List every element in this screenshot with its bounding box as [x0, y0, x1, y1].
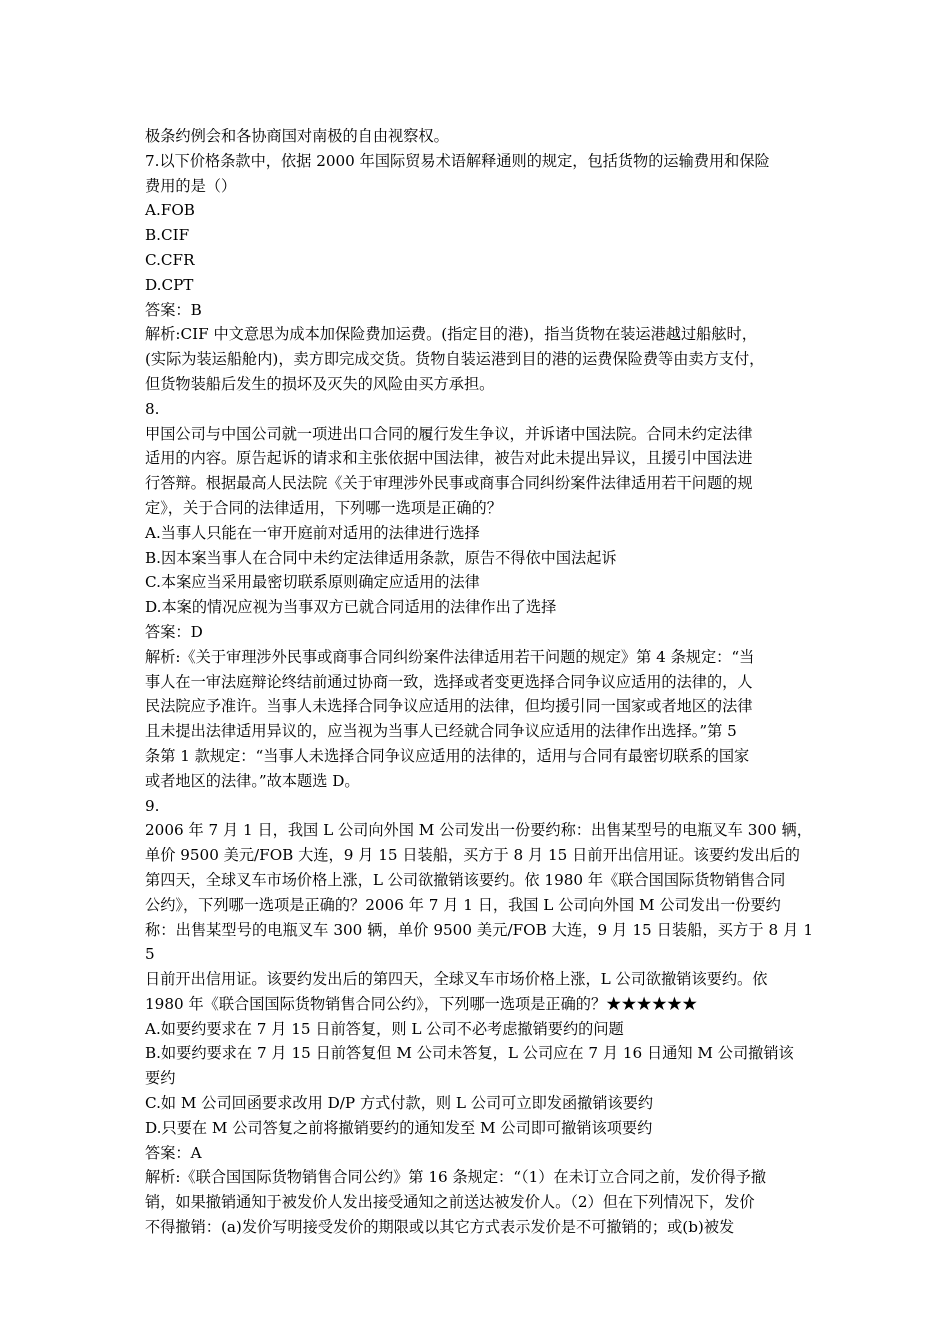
text-line: B.CIF	[145, 226, 190, 245]
text-line: 事人在一审法庭辩论终结前通过协商一致，选择或者变更选择合同争议应适用的法律的，人	[145, 672, 753, 691]
text-line: D.只要在 M 公司答复之前将撤销要约的通知发至 M 公司即可撤销该项要约	[145, 1118, 653, 1137]
text-line: 称：出售某型号的电瓶叉车 300 辆，单价 9500 美元/FOB 大连，9 月 15 日装船，买方于 8 月 15	[145, 920, 813, 964]
text-line: 销，如果撤销通知于被发价人发出接受通知之前送达被发价人。（2）但在下列情况下，发价	[145, 1193, 755, 1212]
text-line: B.如要约要求在 7 月 15 日前答复但 M 公司未答复，L 公司应在 7 月 16 日通知 M 公司撤销该	[145, 1044, 794, 1063]
text-line: 但货物装船后发生的损坏及灭失的风险由买方承担。	[145, 374, 495, 393]
text-line: 7.以下价格条款中，依据 2000 年国际贸易术语解释通则的规定，包括货物的运输费用和保险	[145, 151, 770, 170]
text-line: D.本案的情况应视为当事双方已就合同适用的法律作出了选择	[145, 598, 557, 617]
document-page	[145, 124, 813, 1240]
text-line: 答案：D	[145, 622, 203, 641]
text-line: D.CPT	[145, 275, 194, 294]
text-line: C.本案应当采用最密切联系原则确定应适用的法律	[145, 573, 480, 592]
text-line: 定》，关于合同的法律适用，下列哪一选项是正确的？	[145, 498, 502, 517]
text-line: 解析:《关于审理涉外民事或商事合同纠纷案件法律适用若干问题的规定》第 4 条规定：“当	[145, 647, 755, 666]
text-line: 条第 1 款规定：“当事人未选择合同争议应适用的法律的，适用与合同有最密切联系的国家	[145, 746, 750, 765]
text-line: 9.	[145, 796, 160, 815]
text-line: 行答辩。根据最高人民法院《关于审理涉外民事或商事合同纠纷案件法律适用若干问题的规	[145, 474, 753, 493]
text-line: 8.	[145, 399, 160, 418]
text-line: 答案：B	[145, 300, 202, 319]
text-line: 解析:CIF 中文意思为成本加保险费加运费。(指定目的港)，指当货物在装运港越过船舷时，	[145, 325, 757, 344]
text-line: 极条约例会和各协商国对南极的自由视察权。	[145, 127, 449, 145]
text-line: 答案：A	[145, 1143, 202, 1162]
text-line: (实际为装运船舱内)，卖方即完成交货。货物自装运港到目的港的运费保险费等由卖方支付，	[145, 350, 765, 369]
text-line: 日前开出信用证。该要约发出后的第四天，全球叉车市场价格上涨，L 公司欲撤销该要约。依	[145, 970, 768, 989]
text-line: 解析:《联合国国际货物销售合同公约》第 16 条规定：“（1）在未订立合同之前，发价得予撤	[145, 1168, 767, 1187]
text-line: 民法院应予准许。当事人未选择合同争议应适用的法律，但均援引同一国家或者地区的法律	[145, 697, 753, 716]
text-line: C.如 M 公司回函要求改用 D/P 方式付款，则 L 公司可立即发函撤销该要约	[145, 1094, 654, 1113]
text-line: 要约	[145, 1069, 176, 1088]
text-line: 适用的内容。原告起诉的请求和主张依据中国法律，被告对此未提出异议，且援引中国法进	[145, 449, 753, 468]
text-line: 不得撤销：(a)发价写明接受发价的期限或以其它方式表示发价是不可撤销的；或(b)被发	[145, 1218, 735, 1237]
text-line: 1980 年《联合国国际货物销售合同公约》，下列哪一选项是正确的？★★★★★★	[145, 994, 698, 1013]
text-line: A.如要约要求在 7 月 15 日前答复，则 L 公司不必考虑撤销要约的问题	[145, 1019, 624, 1038]
text-line: 第四天，全球叉车市场价格上涨，L 公司欲撤销该要约。依 1980 年《联合国国际货物销售合同	[145, 870, 786, 889]
text-line: 2006 年 7 月 1 日，我国 L 公司向外国 M 公司发出一份要约称：出售某型号的电瓶叉车 300 辆，	[145, 821, 812, 840]
text-line: 甲国公司与中国公司就一项进出口合同的履行发生争议，并诉诸中国法院。合同未约定法律	[145, 424, 753, 443]
text-line: 且未提出法律适用异议的，应当视为当事人已经就合同争议应适用的法律作出选择。”第 5	[145, 722, 737, 741]
text-line: B.因本案当事人在合同中未约定法律适用条款，原告不得依中国法起诉	[145, 548, 617, 567]
text-line: A.FOB	[145, 201, 195, 220]
text-line: 公约》，下列哪一选项是正确的？2006 年 7 月 1 日，我国 L 公司向外国 M 公司发出一份要约	[145, 895, 781, 914]
text-line: C.CFR	[145, 250, 195, 269]
text-line: A.当事人只能在一审开庭前对适用的法律进行选择	[145, 523, 480, 542]
text-line: 或者地区的法律。”故本题选 D。	[145, 771, 360, 790]
text-line: 费用的是（）	[145, 176, 237, 195]
text-line: 单价 9500 美元/FOB 大连，9 月 15 日装船，买方于 8 月 15 日前开出信用证。该要约发出后的	[145, 846, 800, 865]
